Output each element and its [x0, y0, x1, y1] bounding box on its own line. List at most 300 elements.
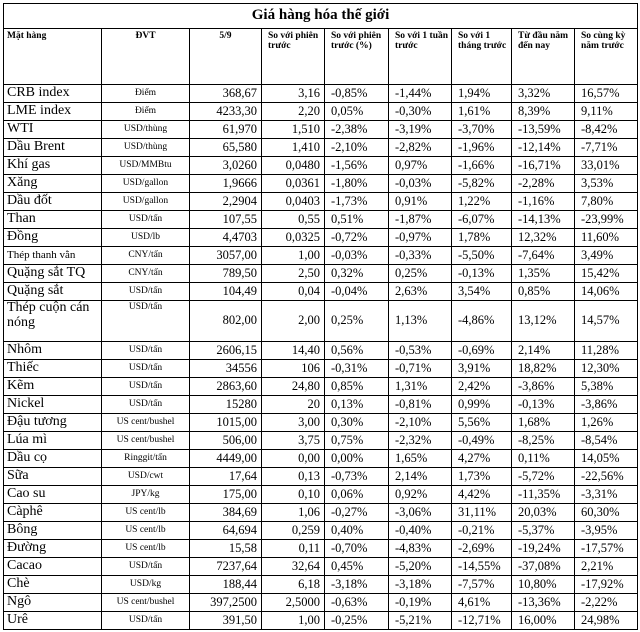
change-month-cell: -0,49%: [452, 432, 512, 450]
change-ytd-cell: -13,36%: [512, 594, 575, 612]
price-cell: 391,50: [190, 612, 262, 630]
change-ytd-cell: -13,59%: [512, 121, 575, 139]
change-session-cell: 0,13: [262, 468, 325, 486]
table-row: [4, 301, 638, 342]
change-month-cell: -6,07%: [452, 211, 512, 229]
change-ytd-cell: 18,82%: [512, 360, 575, 378]
change-ytd-cell: 16,00%: [512, 612, 575, 630]
change-session-cell: 1,00: [262, 612, 325, 630]
change-ytd-cell: 8,39%: [512, 103, 575, 121]
change-week-cell: 0,25%: [389, 265, 452, 283]
change-ytd-cell: -2,28%: [512, 175, 575, 193]
price-cell: 789,50: [190, 265, 262, 283]
table-row: [4, 540, 638, 558]
change-session-pct-cell: -0,04%: [325, 283, 389, 301]
change-ytd-cell: 0,11%: [512, 450, 575, 468]
table-row: [4, 558, 638, 576]
table-row: [4, 85, 638, 103]
commodity-name-cell: Dầu cọ: [4, 450, 102, 468]
change-week-cell: 0,91%: [389, 193, 452, 211]
unit-cell: USD/tấn: [102, 283, 190, 301]
unit-cell: US cent/lb: [102, 540, 190, 558]
price-cell: 34556: [190, 360, 262, 378]
change-session-cell: 14,40: [262, 342, 325, 360]
change-yoy-cell: 9,11%: [575, 103, 638, 121]
commodity-name-cell: Quặng sắt TQ: [4, 265, 102, 283]
change-week-cell: -3,19%: [389, 121, 452, 139]
table-row: [4, 175, 638, 193]
change-session-cell: 20: [262, 396, 325, 414]
change-session-cell: 0,0361: [262, 175, 325, 193]
change-ytd-cell: 0,85%: [512, 283, 575, 301]
unit-cell: USD/tấn: [102, 558, 190, 576]
commodity-name-cell: Đậu tương: [4, 414, 102, 432]
change-month-cell: 3,91%: [452, 360, 512, 378]
change-month-cell: 1,73%: [452, 468, 512, 486]
change-session-cell: 3,75: [262, 432, 325, 450]
change-session-pct-cell: 0,75%: [325, 432, 389, 450]
change-ytd-cell: -12,14%: [512, 139, 575, 157]
commodity-name-cell: Cacao: [4, 558, 102, 576]
change-month-cell: -0,69%: [452, 342, 512, 360]
table-row: [4, 612, 638, 630]
change-session-cell: 0,0325: [262, 229, 325, 247]
change-session-pct-cell: -0,70%: [325, 540, 389, 558]
price-cell: 2606,15: [190, 342, 262, 360]
change-session-pct-cell: -2,38%: [325, 121, 389, 139]
table-row: [4, 360, 638, 378]
table-title: Giá hàng hóa thế giới: [4, 4, 638, 29]
change-week-cell: -5,20%: [389, 558, 452, 576]
change-session-pct-cell: -0,63%: [325, 594, 389, 612]
change-yoy-cell: -22,56%: [575, 468, 638, 486]
table-row: [4, 193, 638, 211]
table-row: [4, 211, 638, 229]
unit-cell: USD/tấn: [102, 211, 190, 229]
change-session-cell: 0,55: [262, 211, 325, 229]
change-ytd-cell: -16,71%: [512, 157, 575, 175]
change-session-pct-cell: 0,85%: [325, 378, 389, 396]
commodity-price-table: [3, 3, 638, 630]
change-session-pct-cell: 0,30%: [325, 414, 389, 432]
commodity-name-cell: Càphê: [4, 504, 102, 522]
commodity-name-cell: Lúa mì: [4, 432, 102, 450]
commodity-name-cell: Than: [4, 211, 102, 229]
change-session-cell: 6,18: [262, 576, 325, 594]
change-session-pct-cell: 0,25%: [325, 301, 389, 342]
commodity-name-cell: Khí gas: [4, 157, 102, 175]
commodity-name-cell: Ngô: [4, 594, 102, 612]
price-cell: 3057,00: [190, 247, 262, 265]
unit-cell: USD/thùng: [102, 139, 190, 157]
commodity-name-cell: Urê: [4, 612, 102, 630]
change-yoy-cell: 5,38%: [575, 378, 638, 396]
table-row: [4, 414, 638, 432]
change-yoy-cell: -3,31%: [575, 486, 638, 504]
change-week-cell: -2,32%: [389, 432, 452, 450]
commodity-name-cell: Dầu Brent: [4, 139, 102, 157]
change-session-cell: 24,80: [262, 378, 325, 396]
price-cell: 1015,00: [190, 414, 262, 432]
table-row: [4, 378, 638, 396]
change-yoy-cell: 1,26%: [575, 414, 638, 432]
change-yoy-cell: 33,01%: [575, 157, 638, 175]
change-session-cell: 1,06: [262, 504, 325, 522]
change-month-cell: 31,11%: [452, 504, 512, 522]
change-session-pct-cell: -0,25%: [325, 612, 389, 630]
price-cell: 104,49: [190, 283, 262, 301]
change-yoy-cell: 2,21%: [575, 558, 638, 576]
price-cell: 2,2904: [190, 193, 262, 211]
change-month-cell: -12,71%: [452, 612, 512, 630]
unit-cell: USD/tấn: [102, 360, 190, 378]
change-ytd-cell: -0,13%: [512, 396, 575, 414]
change-session-pct-cell: 0,51%: [325, 211, 389, 229]
change-ytd-cell: 1,35%: [512, 265, 575, 283]
change-session-cell: 1,510: [262, 121, 325, 139]
unit-cell: Điểm: [102, 85, 190, 103]
commodity-name-cell: LME index: [4, 103, 102, 121]
price-cell: 188,44: [190, 576, 262, 594]
change-ytd-cell: 20,03%: [512, 504, 575, 522]
change-yoy-cell: 11,28%: [575, 342, 638, 360]
change-week-cell: -0,81%: [389, 396, 452, 414]
change-week-cell: 0,92%: [389, 486, 452, 504]
change-week-cell: -0,97%: [389, 229, 452, 247]
change-session-pct-cell: -2,10%: [325, 139, 389, 157]
unit-cell: USD/tấn: [102, 342, 190, 360]
change-session-pct-cell: 0,05%: [325, 103, 389, 121]
change-session-cell: 2,20: [262, 103, 325, 121]
change-yoy-cell: 24,98%: [575, 612, 638, 630]
change-week-cell: -0,19%: [389, 594, 452, 612]
table-row: [4, 486, 638, 504]
change-session-pct-cell: -1,56%: [325, 157, 389, 175]
unit-cell: CNY/tấn: [102, 247, 190, 265]
change-yoy-cell: 60,30%: [575, 504, 638, 522]
unit-cell: CNY/tấn: [102, 265, 190, 283]
change-ytd-cell: 3,32%: [512, 85, 575, 103]
commodity-name-cell: Xăng: [4, 175, 102, 193]
table-row: [4, 522, 638, 540]
price-cell: 384,69: [190, 504, 262, 522]
commodity-name-cell: Quặng sắt: [4, 283, 102, 301]
change-yoy-cell: 14,57%: [575, 301, 638, 342]
unit-cell: US cent/bushel: [102, 432, 190, 450]
change-session-cell: 0,0480: [262, 157, 325, 175]
change-session-pct-cell: -0,73%: [325, 468, 389, 486]
table-row: [4, 594, 638, 612]
change-session-pct-cell: -0,72%: [325, 229, 389, 247]
price-cell: 4449,00: [190, 450, 262, 468]
unit-cell: US cent/bushel: [102, 414, 190, 432]
change-session-cell: 2,5000: [262, 594, 325, 612]
header-change-month: So với 1 tháng trước: [452, 29, 512, 85]
change-week-cell: 2,63%: [389, 283, 452, 301]
commodity-name-cell: Nickel: [4, 396, 102, 414]
change-yoy-cell: -3,86%: [575, 396, 638, 414]
header-date-price: 5/9: [190, 29, 262, 85]
change-ytd-cell: -19,24%: [512, 540, 575, 558]
change-month-cell: -5,82%: [452, 175, 512, 193]
change-month-cell: -1,66%: [452, 157, 512, 175]
change-week-cell: -3,18%: [389, 576, 452, 594]
change-ytd-cell: -5,72%: [512, 468, 575, 486]
price-cell: 368,67: [190, 85, 262, 103]
change-week-cell: 1,13%: [389, 301, 452, 342]
change-session-pct-cell: 0,32%: [325, 265, 389, 283]
change-session-pct-cell: -1,80%: [325, 175, 389, 193]
price-cell: 2863,60: [190, 378, 262, 396]
table-row: [4, 103, 638, 121]
change-ytd-cell: -1,16%: [512, 193, 575, 211]
price-cell: 802,00: [190, 301, 262, 342]
price-cell: 17,64: [190, 468, 262, 486]
table-row: [4, 157, 638, 175]
price-cell: 15,58: [190, 540, 262, 558]
change-month-cell: 3,54%: [452, 283, 512, 301]
commodity-name-cell: Sữa: [4, 468, 102, 486]
change-month-cell: 4,27%: [452, 450, 512, 468]
header-change-yoy: So cùng kỳ năm trước: [575, 29, 638, 85]
change-session-cell: 1,410: [262, 139, 325, 157]
change-yoy-cell: -8,54%: [575, 432, 638, 450]
change-month-cell: 5,56%: [452, 414, 512, 432]
unit-cell: USD/kg: [102, 576, 190, 594]
change-session-cell: 2,50: [262, 265, 325, 283]
commodity-name-cell: Đường: [4, 540, 102, 558]
change-yoy-cell: 11,60%: [575, 229, 638, 247]
change-week-cell: -0,30%: [389, 103, 452, 121]
unit-cell: USD/gallon: [102, 175, 190, 193]
change-session-cell: 0,259: [262, 522, 325, 540]
change-yoy-cell: -17,92%: [575, 576, 638, 594]
price-cell: 397,2500: [190, 594, 262, 612]
price-cell: 64,694: [190, 522, 262, 540]
change-week-cell: -0,40%: [389, 522, 452, 540]
change-yoy-cell: -8,42%: [575, 121, 638, 139]
price-cell: 7237,64: [190, 558, 262, 576]
change-yoy-cell: 3,49%: [575, 247, 638, 265]
unit-cell: JPY/kg: [102, 486, 190, 504]
price-cell: 65,580: [190, 139, 262, 157]
change-yoy-cell: -23,99%: [575, 211, 638, 229]
price-cell: 107,55: [190, 211, 262, 229]
change-session-cell: 106: [262, 360, 325, 378]
price-cell: 3,0260: [190, 157, 262, 175]
change-session-cell: 0,0403: [262, 193, 325, 211]
table-row: [4, 342, 638, 360]
change-session-cell: 1,00: [262, 247, 325, 265]
unit-cell: USD/tấn: [102, 396, 190, 414]
change-month-cell: 1,78%: [452, 229, 512, 247]
change-yoy-cell: 12,30%: [575, 360, 638, 378]
change-ytd-cell: 13,12%: [512, 301, 575, 342]
change-session-pct-cell: -0,27%: [325, 504, 389, 522]
unit-cell: USD/lb: [102, 229, 190, 247]
table-row: [4, 229, 638, 247]
change-session-pct-cell: -0,03%: [325, 247, 389, 265]
change-ytd-cell: 12,32%: [512, 229, 575, 247]
unit-cell: US cent/bushel: [102, 594, 190, 612]
change-month-cell: -5,50%: [452, 247, 512, 265]
change-session-pct-cell: 0,40%: [325, 522, 389, 540]
change-session-cell: 0,04: [262, 283, 325, 301]
change-month-cell: -1,96%: [452, 139, 512, 157]
change-month-cell: 1,22%: [452, 193, 512, 211]
change-month-cell: 1,94%: [452, 85, 512, 103]
change-session-cell: 0,00: [262, 450, 325, 468]
commodity-price-table-container: [3, 3, 637, 630]
header-commodity: Mặt hàng: [4, 29, 102, 85]
change-week-cell: -0,03%: [389, 175, 452, 193]
change-session-pct-cell: -3,18%: [325, 576, 389, 594]
header-row: [4, 29, 638, 85]
price-cell: 15280: [190, 396, 262, 414]
table-row: [4, 283, 638, 301]
commodity-name-cell: WTI: [4, 121, 102, 139]
change-session-cell: 0,10: [262, 486, 325, 504]
change-ytd-cell: 2,14%: [512, 342, 575, 360]
change-week-cell: -0,71%: [389, 360, 452, 378]
table-row: [4, 432, 638, 450]
change-ytd-cell: -14,13%: [512, 211, 575, 229]
change-week-cell: -4,83%: [389, 540, 452, 558]
change-yoy-cell: -2,22%: [575, 594, 638, 612]
change-ytd-cell: -11,35%: [512, 486, 575, 504]
unit-cell: USD/gallon: [102, 193, 190, 211]
commodity-name-cell: CRB index: [4, 85, 102, 103]
change-session-pct-cell: 0,00%: [325, 450, 389, 468]
change-week-cell: -2,10%: [389, 414, 452, 432]
change-week-cell: -3,06%: [389, 504, 452, 522]
change-month-cell: 2,42%: [452, 378, 512, 396]
change-week-cell: 2,14%: [389, 468, 452, 486]
change-month-cell: -3,70%: [452, 121, 512, 139]
change-ytd-cell: -7,64%: [512, 247, 575, 265]
change-session-pct-cell: 0,06%: [325, 486, 389, 504]
commodity-name-cell: Thiếc: [4, 360, 102, 378]
change-month-cell: 4,61%: [452, 594, 512, 612]
change-ytd-cell: -3,86%: [512, 378, 575, 396]
change-session-cell: 2,00: [262, 301, 325, 342]
price-cell: 506,00: [190, 432, 262, 450]
change-ytd-cell: 10,80%: [512, 576, 575, 594]
commodity-name-cell: Cao su: [4, 486, 102, 504]
table-row: [4, 265, 638, 283]
change-ytd-cell: 1,68%: [512, 414, 575, 432]
change-week-cell: -1,87%: [389, 211, 452, 229]
change-session-cell: 3,16: [262, 85, 325, 103]
unit-cell: Ringgit/tấn: [102, 450, 190, 468]
unit-cell: Điểm: [102, 103, 190, 121]
change-month-cell: 4,42%: [452, 486, 512, 504]
change-week-cell: -1,44%: [389, 85, 452, 103]
table-row: [4, 139, 638, 157]
change-session-pct-cell: 0,13%: [325, 396, 389, 414]
unit-cell: US cent/lb: [102, 522, 190, 540]
change-week-cell: -5,21%: [389, 612, 452, 630]
change-week-cell: 0,97%: [389, 157, 452, 175]
header-change-session: So với phiên trước: [262, 29, 325, 85]
change-month-cell: -0,21%: [452, 522, 512, 540]
commodity-name-cell: Chè: [4, 576, 102, 594]
change-month-cell: 0,99%: [452, 396, 512, 414]
unit-cell: US cent/lb: [102, 504, 190, 522]
commodity-name-cell: Dầu đốt: [4, 193, 102, 211]
change-ytd-cell: -5,37%: [512, 522, 575, 540]
table-row: [4, 504, 638, 522]
change-week-cell: -2,82%: [389, 139, 452, 157]
change-yoy-cell: 16,57%: [575, 85, 638, 103]
commodity-name-cell: Đồng: [4, 229, 102, 247]
price-cell: 1,9666: [190, 175, 262, 193]
change-yoy-cell: -17,57%: [575, 540, 638, 558]
commodity-name-cell: Bông: [4, 522, 102, 540]
change-week-cell: -0,53%: [389, 342, 452, 360]
change-session-cell: 3,00: [262, 414, 325, 432]
change-month-cell: -2,69%: [452, 540, 512, 558]
change-session-pct-cell: -0,85%: [325, 85, 389, 103]
price-cell: 175,00: [190, 486, 262, 504]
change-yoy-cell: -7,71%: [575, 139, 638, 157]
price-cell: 4,4703: [190, 229, 262, 247]
commodity-name-cell: Thép cuộn cán nóng: [4, 301, 102, 342]
change-month-cell: -7,57%: [452, 576, 512, 594]
unit-cell: USD/cwt: [102, 468, 190, 486]
change-session-cell: 32,64: [262, 558, 325, 576]
change-month-cell: -4,86%: [452, 301, 512, 342]
change-month-cell: 1,61%: [452, 103, 512, 121]
change-week-cell: -0,33%: [389, 247, 452, 265]
change-yoy-cell: -3,95%: [575, 522, 638, 540]
header-change-session-pct: So với phiên trước (%): [325, 29, 389, 85]
unit-cell: USD/tấn: [102, 301, 190, 342]
change-week-cell: 1,65%: [389, 450, 452, 468]
change-ytd-cell: -37,08%: [512, 558, 575, 576]
commodity-name-cell: Nhôm: [4, 342, 102, 360]
table-row: [4, 576, 638, 594]
header-change-week: So với 1 tuần trước: [389, 29, 452, 85]
change-session-cell: 0,11: [262, 540, 325, 558]
header-unit: ĐVT: [102, 29, 190, 85]
change-month-cell: -0,13%: [452, 265, 512, 283]
commodity-name-cell: Kẽm: [4, 378, 102, 396]
unit-cell: USD/MMBtu: [102, 157, 190, 175]
price-cell: 61,970: [190, 121, 262, 139]
price-cell: 4233,30: [190, 103, 262, 121]
unit-cell: USD/tấn: [102, 378, 190, 396]
unit-cell: USD/thùng: [102, 121, 190, 139]
table-row: [4, 121, 638, 139]
change-yoy-cell: 14,05%: [575, 450, 638, 468]
header-change-ytd: Từ đầu năm đến nay: [512, 29, 575, 85]
change-week-cell: 1,31%: [389, 378, 452, 396]
table-row: [4, 396, 638, 414]
change-ytd-cell: -8,25%: [512, 432, 575, 450]
table-row: [4, 247, 638, 265]
change-session-pct-cell: 0,56%: [325, 342, 389, 360]
change-yoy-cell: 14,06%: [575, 283, 638, 301]
commodity-name-cell: Thép thanh vằn: [4, 247, 102, 265]
change-yoy-cell: 3,53%: [575, 175, 638, 193]
change-session-pct-cell: -0,31%: [325, 360, 389, 378]
change-yoy-cell: 7,80%: [575, 193, 638, 211]
table-row: [4, 468, 638, 486]
change-month-cell: -14,55%: [452, 558, 512, 576]
change-yoy-cell: 15,42%: [575, 265, 638, 283]
change-session-pct-cell: 0,45%: [325, 558, 389, 576]
